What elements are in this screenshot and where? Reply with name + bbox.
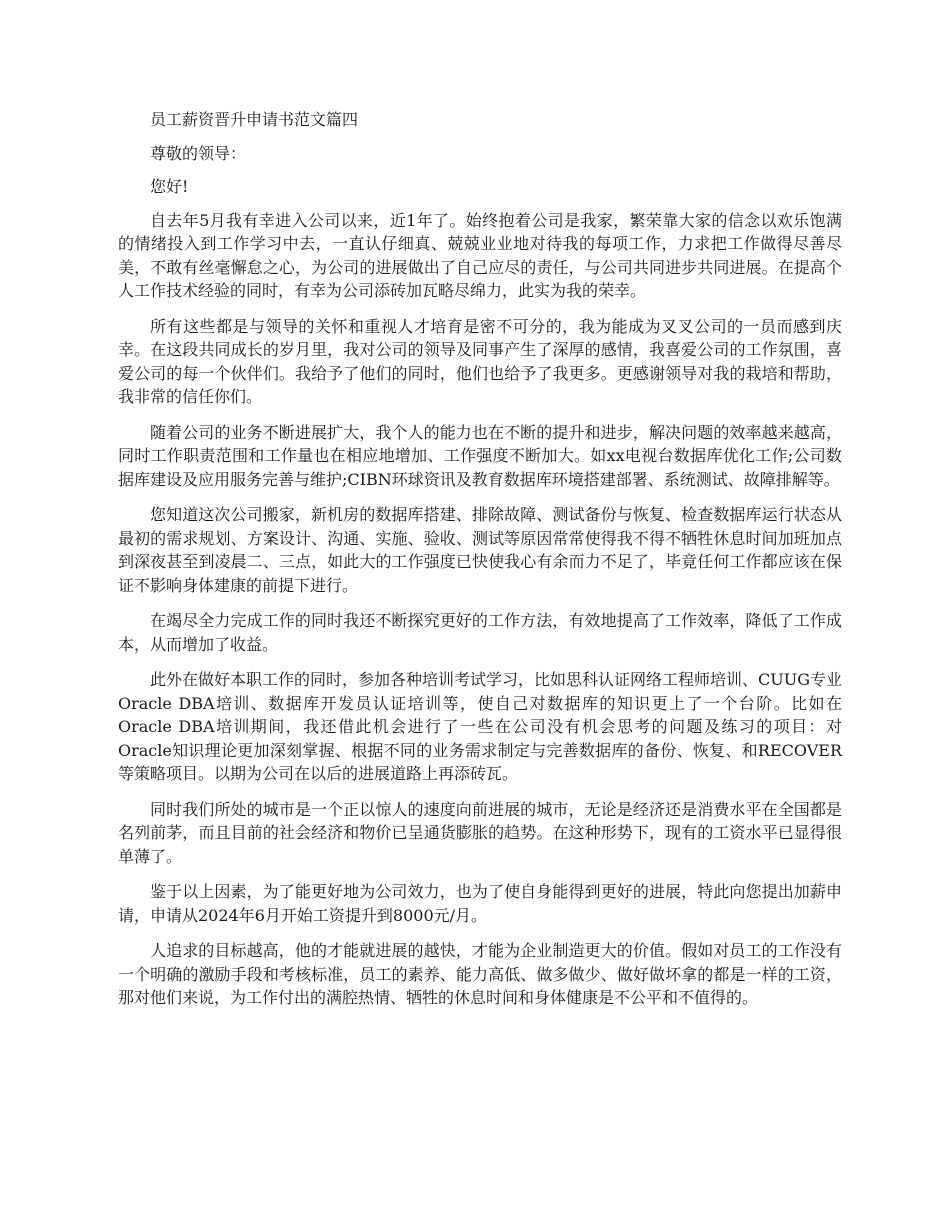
paragraph-4: 您知道这次公司搬家，新机房的数据库搭建、排除故障、测试备份与恢复、检查数据库运行状态从最初的需求规划、方案设计、沟通、实施、验收、测试等原因常常使得我不得不牺牲休息时间加班加点到深夜甚至到凌晨二、三点，如此大的工作强度已快使我心有余而力不足了，毕竟任何工作都应该在保证不影响身体建康的前提下进行。 <box>118 505 842 595</box>
paragraph-2: 所有这些都是与领导的关怀和重视人才培育是密不可分的，我为能成为叉叉公司的一员而感到庆幸。在这段共同成长的岁月里，我对公司的领导及同事产生了深厚的感情，我喜爱公司的工作氛围，喜爱公司的每一个伙伴们。我给予了他们的同时，他们也给予了我更多。更感谢领导对我的栽培和帮助，我非常的信任你们。 <box>118 316 842 406</box>
paragraph-3: 随着公司的业务不断进展扩大，我个人的能力也在不断的提升和进步，解决问题的效率越来越高，同时工作职责范围和工作量也在相应地增加、工作强度不断加大。如xx电视台数据库优化工作;公司数据库建设及应用服务完善与维护;CIBN环球资讯及教育数据库环境搭建部署、系统测试、故障排解等。 <box>118 422 842 489</box>
paragraph-9: 人追求的目标越高，他的才能就进展的越快，才能为企业制造更大的价值。假如对员工的工作没有一个明确的激励手段和考核标准，员工的素养、能力高低、做多做少、做好做坏拿的都是一样的工资，那对他们来说，为工作付出的满腔热情、牺牲的休息时间和身体健康是不公平和不值得的。 <box>118 941 842 1007</box>
paragraph-5: 在竭尽全力完成工作的同时我还不断探究更好的工作方法，有效地提高了工作效率，降低了工作成本，从而增加了收益。 <box>118 611 842 654</box>
salutation: 尊敬的领导： <box>150 143 247 163</box>
paragraph-1: 自去年5月我有幸进入公司以来，近1年了。始终抱着公司是我家，繁荣靠大家的信念以欢乐饱满的情绪投入到工作学习中去，一直认仔细真、兢兢业业地对待我的每项工作，力求把工作做得尽善尽美，不敢有丝毫懈怠之心，为公司的进展做出了自己应尽的责任，与公司共同进步共同进展。在提高个人工作技术经验的同时，有幸为公司添砖加瓦略尽绵力，此实为我的荣幸。 <box>118 210 842 300</box>
paragraph-8: 鉴于以上因素，为了能更好地为公司效力，也为了使自身能得到更好的进展，特此向您提出加薪申请，申请从2024年6月开始工资提升到8000元/月。 <box>118 882 842 925</box>
paragraph-6: 此外在做好本职工作的同时，参加各种培训考试学习，比如思科认证网络工程师培训、CUUG专业Oracle DBA培训、数据库开发员认证培训等，使自己对数据库的知识更上了一个台阶。比如在Oracle DBA培训期间，我还借此机会进行了一些在公司没有机会思考的问题及练习的项目：对Oracle知识理论更加深刻掌握、根据不同的业务需求制定与完善数据库的备份、恢复、和RECOVER等策略项目。以期为公司在以后的进展道路上再添砖瓦。 <box>118 670 842 783</box>
document-body <box>118 108 842 1022</box>
greeting: 您好! <box>150 177 189 196</box>
document-title: 员工薪资晋升申请书范文篇四 <box>150 110 359 129</box>
paragraph-7: 同时我们所处的城市是一个正以惊人的速度向前进展的城市，无论是经济还是消费水平在全国都是名列前茅，而且目前的社会经济和物价已呈通货膨胀的趋势。在这种形势下，现有的工资水平已显得很单薄了。 <box>118 799 842 866</box>
